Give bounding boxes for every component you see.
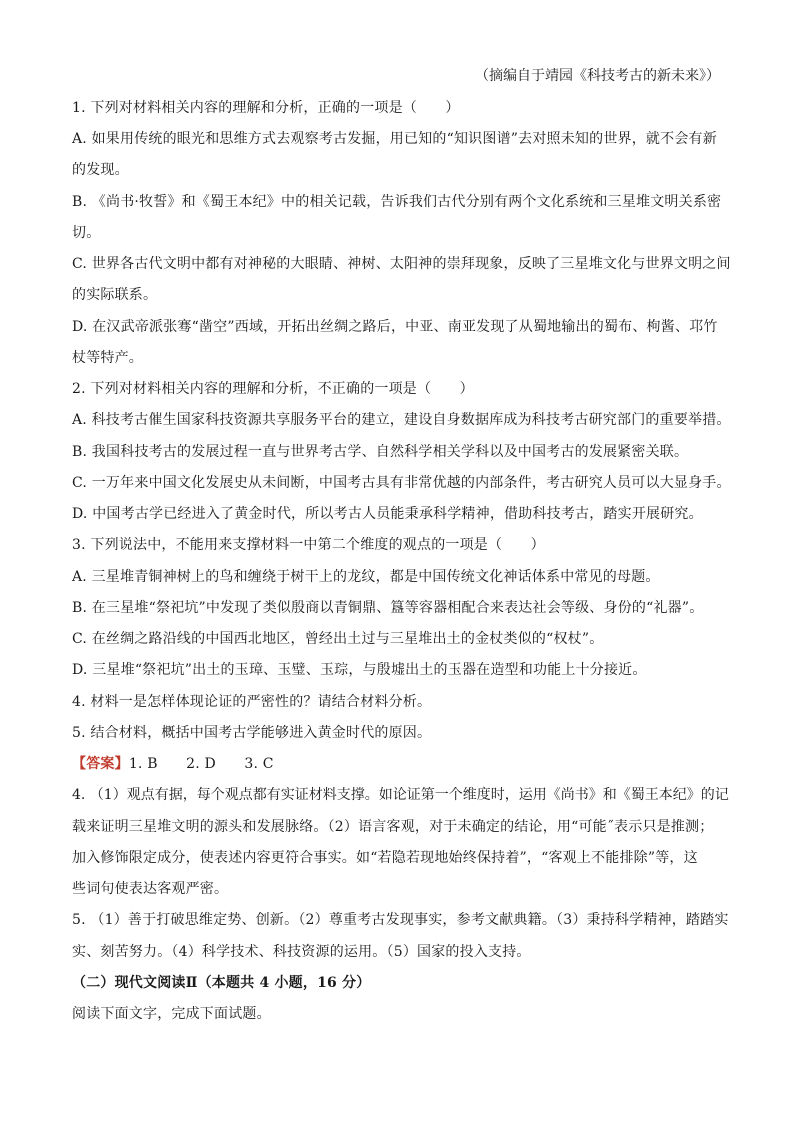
- q4-stem: 4. 材料一是怎样体现论证的严密性的？请结合材料分析。: [72, 694, 432, 710]
- q3-stem: 3. 下列说法中，不能用来支撑材料一中第二个维度的观点的一项是（ ）: [72, 537, 545, 553]
- q3-option-c: C. 在丝绸之路沿线的中国西北地区，曾经出土过与三星堆出土的金杖类似的“权杖”。: [72, 631, 604, 647]
- answer-4-line1: 4. （1）观点有据，每个观点都有实证材料支撑。如论证第一个维度时，运用《尚书》和《蜀王本纪》的记: [72, 787, 729, 803]
- answer-mc: 1. B 2. D 3. C: [128, 756, 274, 772]
- q3-option-a: A. 三星堆青铜神树上的鸟和缠绕于树干上的龙纹，都是中国传统文化神话体系中常见的母题。: [72, 569, 660, 585]
- q2-option-d: D. 中国考古学已经进入了黄金时代，所以考古人员能秉承科学精神，借助科技考古，踏实开展研究。: [72, 506, 703, 522]
- q5-stem: 5. 结合材料，概括中国考古学能够进入黄金时代的原因。: [72, 725, 432, 741]
- answer-tag: 【答案】: [72, 756, 129, 772]
- answer-line: [72, 754, 732, 774]
- reading-instruction: 阅读下面文字，完成下面试题。: [72, 1006, 271, 1022]
- q1-option-c-cont: 的实际联系。: [72, 287, 158, 303]
- q1-option-d-cont: 杖等特产。: [72, 350, 143, 366]
- q3-option-d: D. 三星堆“祭祀坑”出土的玉璋、玉璧、玉琮，与殷墟出土的玉器在造型和功能上十分接近。: [72, 662, 647, 678]
- answer-4-line2: 载来证明三星堆文明的源头和发展脉络。（2）语言客观，对于未确定的结论，用“可能˝表示只是推测；: [72, 819, 714, 835]
- q1-option-c: C. 世界各古代文明中都有对神秘的大眼睛、神树、太阳神的崇拜现象，反映了三星堆文化与世界文明之间: [72, 256, 731, 272]
- q2-option-a: A. 科技考古催生国家科技资源共享服务平台的建立，建设自身数据库成为科技考古研究部门的重要举措。: [72, 412, 731, 428]
- q2-option-b: B. 我国科技考古的发展过程一直与世界考古学、自然科学相关学科以及中国考古的发展紧密关联。: [72, 444, 689, 460]
- q1-option-b: B. 《尚书·牧誓》和《蜀王本纪》中的相关记载，告诉我们古代分别有两个文化系统和三星堆文明关系密: [72, 194, 722, 210]
- q1-option-a: A. 如果用传统的眼光和思维方式去观察考古发掘，用已知的“知识图谱”去对照未知的世界，就不会有新: [72, 131, 717, 147]
- q1-option-a-cont: 的发现。: [72, 162, 129, 178]
- answer-5-line1: 5. （1）善于打破思维定势、创新。（2）尊重考古发现事实，参考文献典籍。（3）秉持科学精神，踏踏实: [72, 912, 729, 928]
- answer-4-line4: 些词句使表达客观严密。: [72, 881, 229, 897]
- source-citation: （摘编自于靖园《科技考古的新未来》）: [475, 68, 720, 84]
- answer-5-line2: 实、刻苦努力。（4）科学技术、科技资源的运用。（5）国家的投入支持。: [72, 944, 531, 960]
- q1-stem: 1. 下列对材料相关内容的理解和分析，正确的一项是（ ）: [72, 100, 460, 116]
- answer-4-line3: 加入修饰限定成分，使表述内容更符合事实。如“若隐若现地始终保持着”，“客观上不能排除”等，这: [72, 850, 698, 866]
- q2-stem: 2. 下列对材料相关内容的理解和分析，不正确的一项是（ ）: [72, 381, 474, 397]
- q3-option-b: B. 在三星堆“祭祀坑”中发现了类似殷商以青铜鼎、簋等容器相配合来表达社会等级、身份的“礼器”。: [72, 600, 704, 616]
- section-heading: （二）现代文阅读Ⅱ（本题共 4 小题，16 分）: [72, 975, 371, 991]
- q1-option-d: D. 在汉武帝派张骞“凿空”西域，开拓出丝绸之路后，中亚、南亚发现了从蜀地输出的蜀布、枸酱、邛竹: [72, 319, 718, 335]
- q2-option-c: C. 一万年来中国文化发展史从未间断，中国考古具有非常优越的内部条件，考古研究人员可以大显身手。: [72, 475, 731, 491]
- q1-option-b-cont: 切。: [72, 225, 101, 241]
